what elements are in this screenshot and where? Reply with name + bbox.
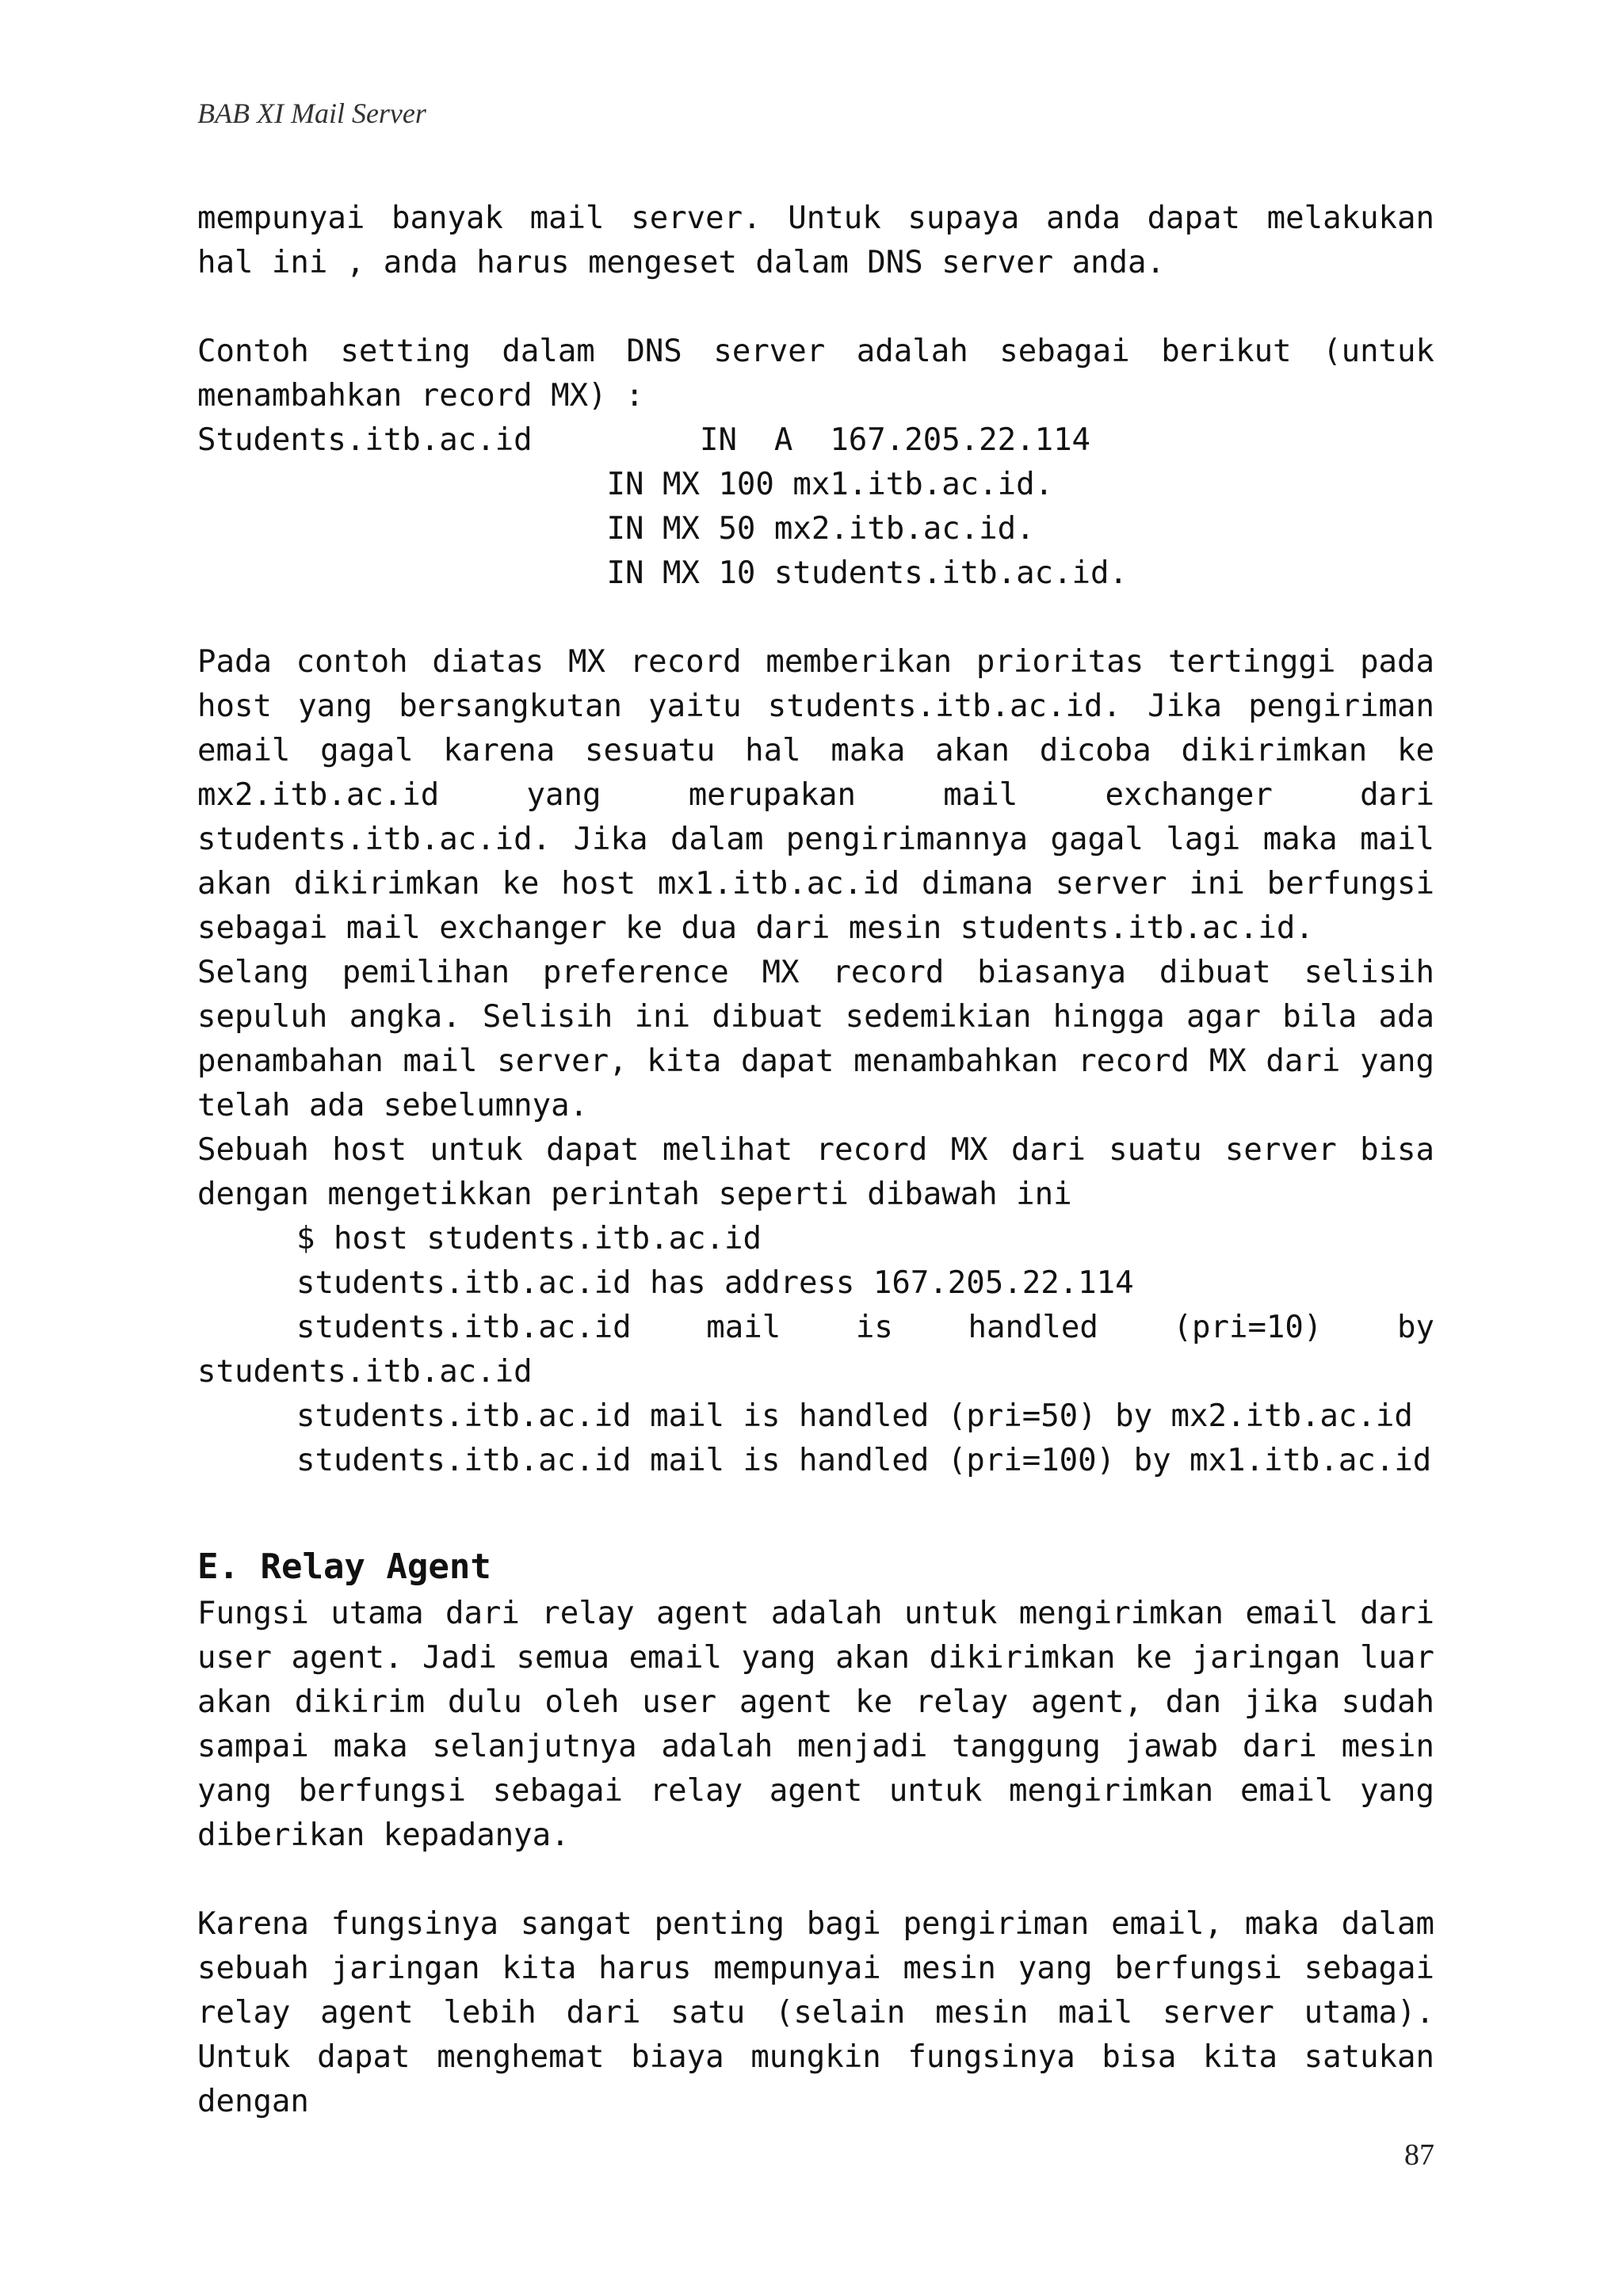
host-output-line: students.itb.ac.id mail is handled (pri=50) by mx2.itb.ac.id bbox=[296, 1398, 1413, 1434]
dns-record-line: Students.itb.ac.id IN A 167.205.22.114 bbox=[197, 422, 1091, 458]
host-command-line: $ host students.itb.ac.id bbox=[296, 1221, 762, 1257]
host-output-line: students.itb.ac.id mail is handled (pri=10) by bbox=[296, 1310, 1434, 1345]
dns-record-line: IN MX 100 mx1.itb.ac.id. bbox=[197, 467, 1054, 502]
paragraph-relay-agent-importance: Karena fungsinya sangat penting bagi pengiriman email, maka dalam sebuah jaringan kita harus mempunyai mesin yang berfungsi sebagai relay agent lebih dari satu (selain mesin mail server utama). Untuk dapat menghemat biaya mungkin fungsinya bisa kita satukan dengan bbox=[197, 1906, 1434, 2119]
paragraph-dns-setting-intro: Contoh setting dalam DNS server adalah sebagai berikut (untuk menambahkan record MX) : bbox=[197, 334, 1434, 414]
page-content bbox=[197, 196, 1434, 2124]
running-header: BAB XI Mail Server bbox=[197, 97, 426, 129]
host-command-example bbox=[197, 1217, 1434, 1483]
section-heading-relay-agent: E. Relay Agent bbox=[197, 1547, 491, 1587]
host-output-line: students.itb.ac.id mail is handled (pri=100) by mx1.itb.ac.id bbox=[296, 1443, 1432, 1478]
section-spacer bbox=[197, 1483, 1434, 1543]
page-number: 87 bbox=[1404, 2138, 1434, 2172]
host-output-line-wrap: students.itb.ac.id bbox=[197, 1354, 533, 1390]
paragraph-spacer bbox=[197, 596, 1434, 640]
paragraph-mx-priority: Pada contoh diatas MX record memberikan prioritas tertinggi pada host yang bersangkutan yaitu students.itb.ac.id. Jika pengiriman email gagal karena sesuatu hal maka akan dicoba dikirimkan ke mx2.itb.ac.id yang merupakan mail exchanger dari students.itb.ac.id. Jika dalam pengirimannya gagal lagi maka mail akan dikirimkan ke host mx1.itb.ac.id dimana server ini berfungsi sebagai mail exchanger ke dua dari mesin students.itb.ac.id. bbox=[197, 644, 1434, 946]
paragraph-relay-agent-function: Fungsi utama dari relay agent adalah untuk mengirimkan email dari user agent. Jadi semua email yang akan dikirimkan ke jaringan luar akan dikirim dulu oleh user agent ke relay agent, dan jika sudah sampai maka selanjutnya adalah menjadi tanggung jawab dari mesin yang berfungsi sebagai relay agent untuk mengirimkan email yang diberikan kepadanya. bbox=[197, 1596, 1434, 1853]
paragraph-spacer bbox=[197, 285, 1434, 330]
dns-record-line: IN MX 10 students.itb.ac.id. bbox=[197, 555, 1128, 591]
paragraph-mx-preference: Selang pemilihan preference MX record biasanya dibuat selisih sepuluh angka. Selisih ini dibuat sedemikian hingga agar bila ada penambahan mail server, kita dapat menambahkan record MX dari yang telah ada sebelumnya. bbox=[197, 955, 1434, 1123]
dns-record-example bbox=[197, 418, 1434, 596]
paragraph-host-command-intro: Sebuah host untuk dapat melihat record MX dari suatu server bisa dengan mengetikkan perintah seperti dibawah ini bbox=[197, 1132, 1434, 1212]
paragraph-spacer bbox=[197, 1858, 1434, 1902]
host-output-line: students.itb.ac.id has address 167.205.22.114 bbox=[296, 1265, 1134, 1301]
dns-record-line: IN MX 50 mx2.itb.ac.id. bbox=[197, 511, 1035, 547]
paragraph-mail-server-intro: mempunyai banyak mail server. Untuk supaya anda dapat melakukan hal ini , anda harus mengeset dalam DNS server anda. bbox=[197, 200, 1434, 280]
